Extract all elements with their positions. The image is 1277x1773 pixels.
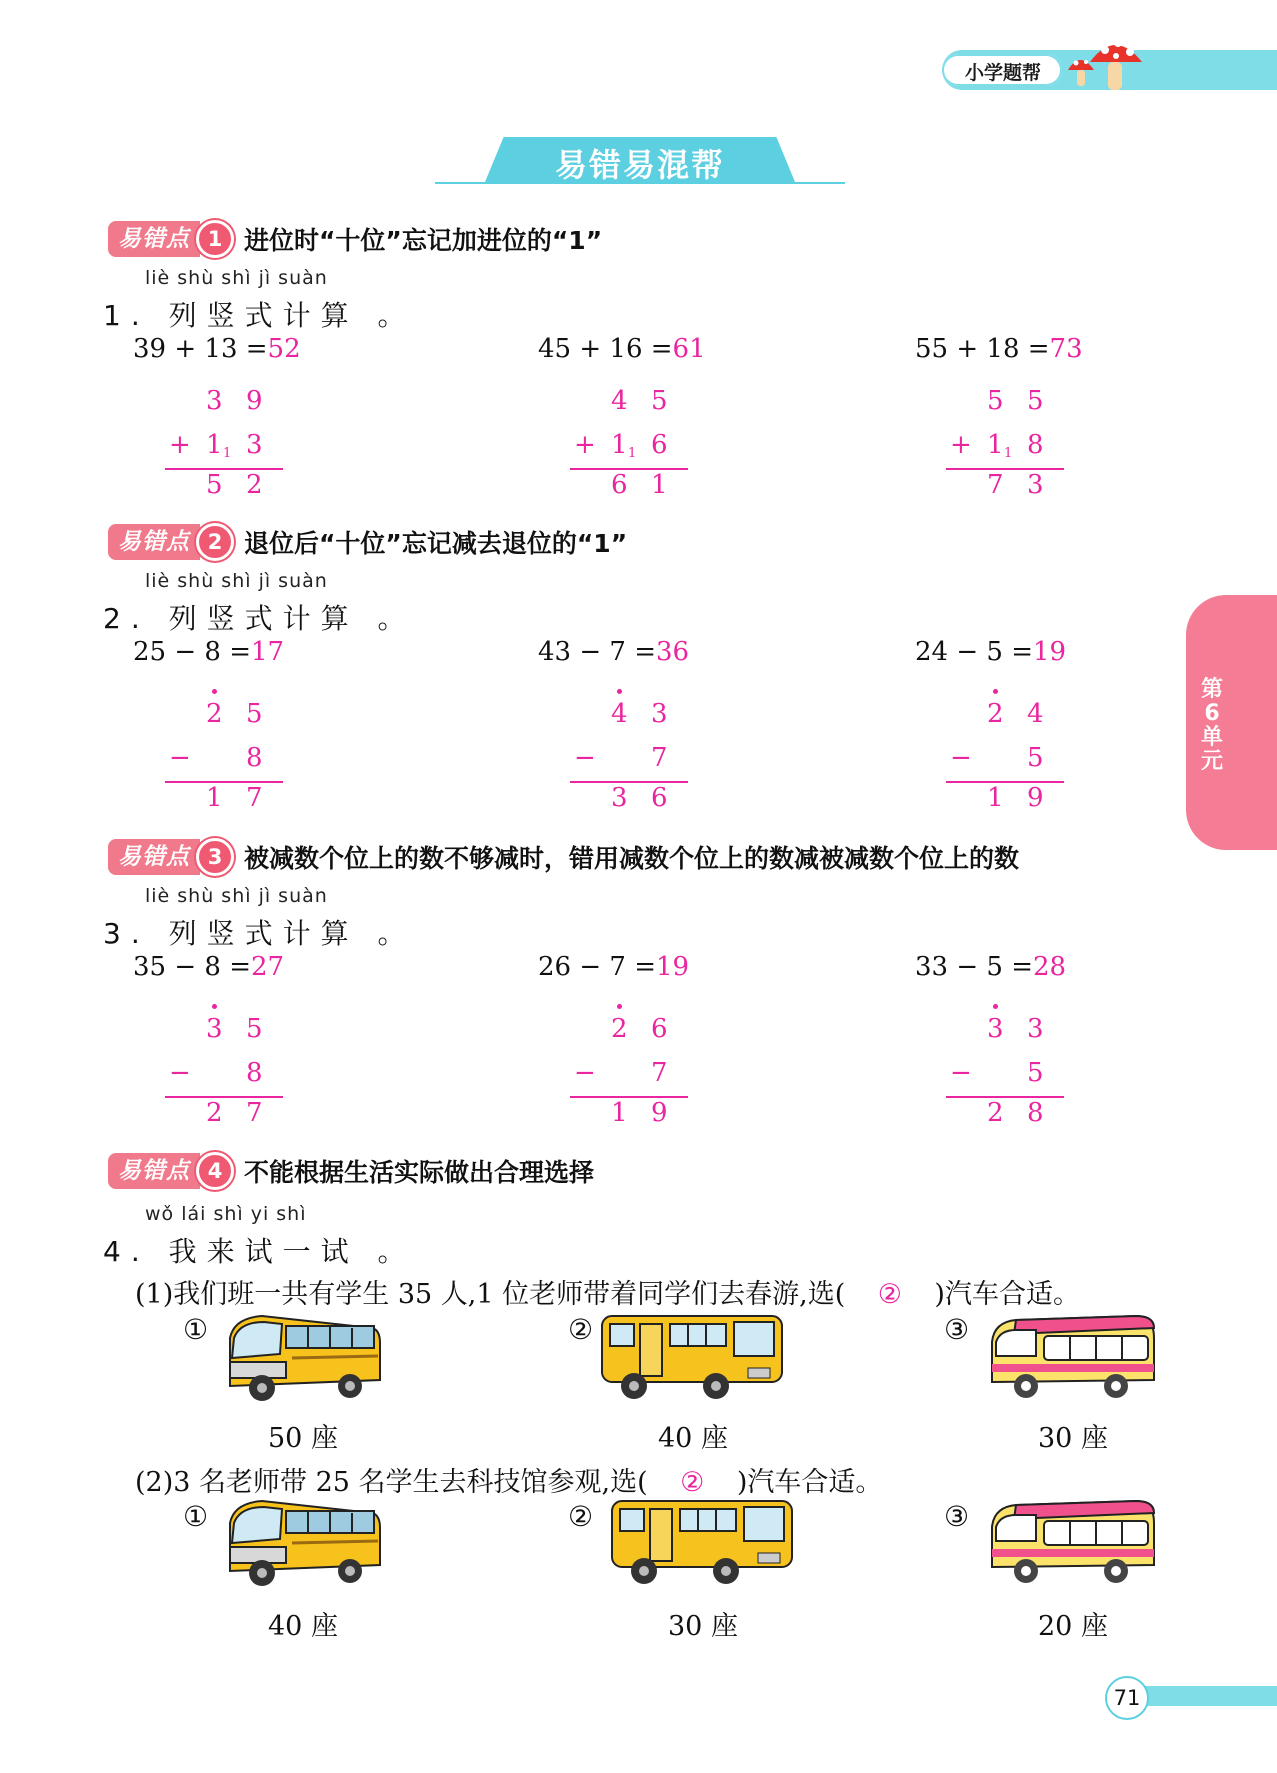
badge-label: 易错点 <box>108 1153 200 1189</box>
vertical-operand-row <box>570 424 690 468</box>
digit: 4 <box>611 699 628 729</box>
equation-expression: 26 − 7 = <box>538 952 656 982</box>
vertical-calculation <box>165 1008 285 1142</box>
vertical-top-row <box>946 1008 1066 1052</box>
carry-digit: 1 <box>628 446 637 461</box>
digit: 5 <box>246 699 263 729</box>
question-1-heading <box>103 294 416 334</box>
digit: 5 <box>987 386 1004 416</box>
digit: 9 <box>1027 783 1044 813</box>
sub-question-suffix: )汽车合适。 <box>934 1279 1080 1310</box>
digit: 3 <box>651 699 668 729</box>
question-4-heading <box>103 1230 416 1270</box>
digit: 6 <box>611 470 628 500</box>
digit: 6 <box>651 430 668 460</box>
vertical-top-row <box>570 380 690 424</box>
vertical-operand-row <box>946 1052 1066 1096</box>
vertical-calculation <box>570 693 690 827</box>
digit: 2 <box>206 1098 223 1128</box>
page-title: 易错易混帮 <box>554 146 725 184</box>
digit: 3 <box>1027 1014 1044 1044</box>
coach-bus-icon <box>222 1493 384 1588</box>
operator: + <box>950 430 972 460</box>
equation-answer: 61 <box>672 334 706 364</box>
digit: 8 <box>1027 1098 1044 1128</box>
question-end: 。 <box>377 299 416 332</box>
digit: 3 <box>611 783 628 813</box>
vertical-top-row <box>570 1008 690 1052</box>
digit: 2 <box>206 699 223 729</box>
seat-count: 50 座 <box>268 1423 338 1454</box>
equation-answer: 28 <box>1033 952 1067 982</box>
unit-char: 6 <box>1204 701 1220 726</box>
question-number: 1. <box>103 299 150 332</box>
badge-number: 4 <box>196 1152 234 1190</box>
digit: 7 <box>246 783 263 813</box>
option-mark: ① <box>183 1313 209 1346</box>
equation <box>915 952 1066 982</box>
vertical-result-row <box>165 1098 285 1142</box>
option-mark: ① <box>183 1500 209 1533</box>
equation-expression: 55 + 18 = <box>915 334 1050 364</box>
equation <box>538 637 689 667</box>
digit: 4 <box>1027 699 1044 729</box>
digit: 2 <box>246 470 263 500</box>
pinyin: liè shù shì jì suàn <box>145 570 328 592</box>
borrow-dot <box>212 1004 217 1009</box>
vertical-top-row <box>946 380 1066 424</box>
digit: 3 <box>206 1014 223 1044</box>
digit: 1 <box>651 470 668 500</box>
equation-expression: 33 − 5 = <box>915 952 1033 982</box>
digit: 9 <box>651 1098 668 1128</box>
answer-choice: ② <box>680 1467 705 1498</box>
unit-char: 单 <box>1200 725 1223 750</box>
seat-count: 30 座 <box>668 1611 738 1642</box>
question-end: 。 <box>377 602 416 635</box>
digit: 8 <box>246 743 263 773</box>
digit: 3 <box>1027 470 1044 500</box>
vertical-result-row <box>570 470 690 514</box>
vertical-top-row <box>946 693 1066 737</box>
operator: − <box>950 743 972 773</box>
equation-answer: 17 <box>251 637 285 667</box>
digit: 1 <box>611 1098 628 1128</box>
seat-count: 20 座 <box>1038 1611 1108 1642</box>
minibus-icon <box>986 1493 1161 1588</box>
borrow-dot <box>993 689 998 694</box>
digit: 5 <box>246 1014 263 1044</box>
vertical-operand-row <box>570 1052 690 1096</box>
vertical-operand-row <box>165 424 285 468</box>
question-text: 列竖式计算 <box>168 917 359 950</box>
sub-question-prefix: (2)3 名老师带 25 名学生去科技馆参观,选( <box>135 1467 648 1498</box>
borrow-dot <box>617 689 622 694</box>
vertical-result-row <box>570 1098 690 1142</box>
vertical-result-row <box>165 470 285 514</box>
digit: 8 <box>1027 430 1044 460</box>
equation-expression: 24 − 5 = <box>915 637 1033 667</box>
equation <box>915 637 1066 667</box>
digit: 2 <box>611 1014 628 1044</box>
badge-label: 易错点 <box>108 524 200 560</box>
question-2-heading <box>103 597 416 637</box>
badge-number: 2 <box>196 523 234 561</box>
error-point-badge-2 <box>108 523 627 561</box>
vertical-result-row <box>570 783 690 827</box>
option-mark: ③ <box>944 1500 970 1533</box>
digit: 4 <box>611 386 628 416</box>
question-text: 我来试一试 <box>168 1235 359 1268</box>
sub-question-suffix: )汽车合适。 <box>736 1467 883 1498</box>
digit: 5 <box>1027 1058 1044 1088</box>
badge-label: 易错点 <box>108 221 200 257</box>
digit: 1 <box>987 430 1004 460</box>
seat-count: 30 座 <box>1038 1423 1108 1454</box>
error-point-badge-1 <box>108 220 602 258</box>
operator: − <box>169 1058 191 1088</box>
equation-answer: 73 <box>1049 334 1083 364</box>
digit: 1 <box>611 430 628 460</box>
equation-answer: 52 <box>267 334 301 364</box>
vertical-top-row <box>165 380 285 424</box>
digit: 7 <box>246 1098 263 1128</box>
error-point-text: 退位后“十位”忘记减去退位的“1” <box>244 529 628 558</box>
equation-answer: 27 <box>251 952 285 982</box>
digit: 7 <box>651 743 668 773</box>
city-bus-icon <box>608 1493 798 1588</box>
option-mark: ③ <box>944 1313 970 1346</box>
equation <box>538 334 706 364</box>
equation-expression: 39 + 13 = <box>133 334 268 364</box>
digit: 7 <box>651 1058 668 1088</box>
digit: 5 <box>1027 743 1044 773</box>
vertical-operand-row <box>946 737 1066 781</box>
vertical-operand-row <box>570 737 690 781</box>
digit: 6 <box>651 783 668 813</box>
seat-count: 40 座 <box>658 1423 728 1454</box>
vertical-calculation <box>570 380 690 514</box>
page-number: 71 <box>1105 1676 1149 1720</box>
borrow-dot <box>617 1004 622 1009</box>
pinyin: liè shù shì jì suàn <box>145 267 328 289</box>
vertical-result-row <box>946 470 1066 514</box>
vertical-calculation <box>946 380 1066 514</box>
digit: 2 <box>987 1098 1004 1128</box>
question-text: 列竖式计算 <box>168 299 359 332</box>
error-point-text: 被减数个位上的数不够减时，错用减数个位上的数减被减数个位上的数 <box>244 844 1020 873</box>
question-number: 2. <box>103 602 150 635</box>
vertical-operand-row <box>165 1052 285 1096</box>
pinyin: liè shù shì jì suàn <box>145 885 328 907</box>
digit: 2 <box>987 699 1004 729</box>
vertical-calculation <box>946 1008 1066 1142</box>
vertical-calculation <box>165 380 285 514</box>
page-number-bar <box>1130 1686 1277 1706</box>
seat-count: 40 座 <box>268 1611 338 1642</box>
equation-answer: 36 <box>656 637 690 667</box>
unit-label <box>1198 678 1226 774</box>
minibus-icon <box>986 1308 1161 1403</box>
answer-choice: ② <box>877 1279 902 1310</box>
option-mark: ② <box>568 1313 594 1346</box>
brand-label: 小学题帮 <box>965 62 1042 84</box>
error-point-text: 不能根据生活实际做出合理选择 <box>244 1158 595 1187</box>
vertical-result-row <box>946 1098 1066 1142</box>
badge-number: 3 <box>196 838 234 876</box>
question-number: 3. <box>103 917 150 950</box>
unit-char: 元 <box>1200 749 1223 774</box>
digit: 3 <box>206 386 223 416</box>
vertical-top-row <box>165 1008 285 1052</box>
sub-question-prefix: (1)我们班一共有学生 35 人,1 位老师带着同学们去春游,选( <box>135 1279 846 1310</box>
operator: − <box>950 1058 972 1088</box>
equation-answer: 19 <box>656 952 690 982</box>
equation-expression: 25 − 8 = <box>133 637 251 667</box>
digit: 5 <box>206 470 223 500</box>
unit-char: 第 <box>1200 677 1223 702</box>
equation <box>133 952 284 982</box>
operator: − <box>574 1058 596 1088</box>
error-point-badge-3 <box>108 838 1019 876</box>
digit: 9 <box>246 386 263 416</box>
question-end: 。 <box>377 917 416 950</box>
vertical-result-row <box>165 783 285 827</box>
city-bus-icon <box>598 1308 788 1403</box>
digit: 3 <box>246 430 263 460</box>
operator: + <box>169 430 191 460</box>
question-end: 。 <box>377 1235 416 1268</box>
operator: + <box>574 430 596 460</box>
vertical-operand-row <box>946 424 1066 468</box>
vertical-calculation <box>946 693 1066 827</box>
digit: 8 <box>246 1058 263 1088</box>
digit: 5 <box>651 386 668 416</box>
equation <box>133 334 301 364</box>
digit: 7 <box>987 470 1004 500</box>
equation <box>133 637 284 667</box>
equation-expression: 35 − 8 = <box>133 952 251 982</box>
badge-label: 易错点 <box>108 839 200 875</box>
equation-expression: 43 − 7 = <box>538 637 656 667</box>
vertical-calculation <box>570 1008 690 1142</box>
error-point-badge-4 <box>108 1152 594 1190</box>
digit: 6 <box>651 1014 668 1044</box>
sub-question-1 <box>135 1272 1080 1311</box>
digit: 1 <box>987 783 1004 813</box>
digit: 1 <box>206 783 223 813</box>
vertical-calculation <box>165 693 285 827</box>
vertical-result-row <box>946 783 1066 827</box>
borrow-dot <box>212 689 217 694</box>
carry-digit: 1 <box>223 446 232 461</box>
digit: 5 <box>1027 386 1044 416</box>
equation-expression: 45 + 16 = <box>538 334 673 364</box>
vertical-top-row <box>165 693 285 737</box>
vertical-operand-row <box>165 737 285 781</box>
mushroom-icon <box>1060 30 1150 102</box>
operator: − <box>574 743 596 773</box>
borrow-dot <box>993 1004 998 1009</box>
digit: 3 <box>987 1014 1004 1044</box>
option-mark: ② <box>568 1500 594 1533</box>
carry-digit: 1 <box>1004 446 1013 461</box>
question-text: 列竖式计算 <box>168 602 359 635</box>
badge-number: 1 <box>196 220 234 258</box>
digit: 1 <box>206 430 223 460</box>
equation-answer: 19 <box>1033 637 1067 667</box>
vertical-top-row <box>570 693 690 737</box>
coach-bus-icon <box>222 1308 384 1403</box>
question-number: 4. <box>103 1235 150 1268</box>
equation <box>915 334 1083 364</box>
error-point-text: 进位时“十位”忘记加进位的“1” <box>244 226 603 255</box>
operator: − <box>169 743 191 773</box>
pinyin: wǒ lái shì yi shì <box>145 1203 307 1225</box>
equation <box>538 952 689 982</box>
question-3-heading <box>103 912 416 952</box>
